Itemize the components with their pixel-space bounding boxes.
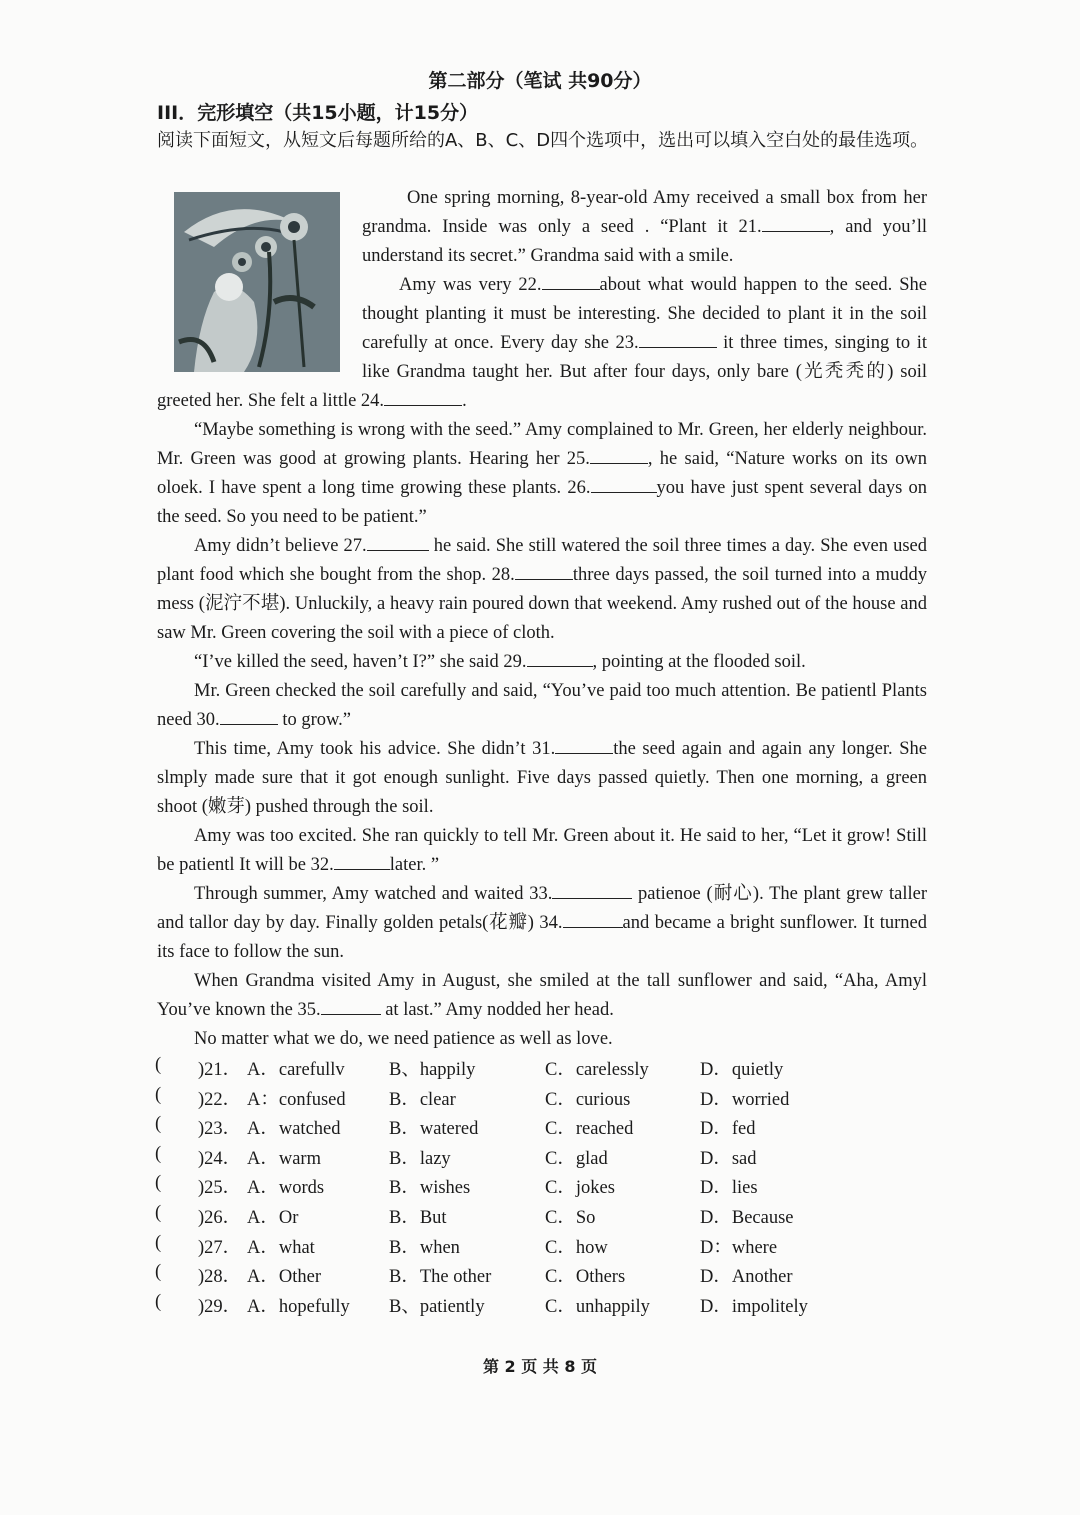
option-b: B．clear	[389, 1089, 456, 1110]
question-row	[155, 1201, 935, 1231]
option-d: D．quietly	[700, 1060, 784, 1080]
option-c: C．carelessly	[545, 1060, 649, 1080]
passage-text: patienoe (耐心). The plant grew taller and tallor day by day. Finally golden petals(花瓣) 34.	[157, 884, 928, 933]
sunflower-illustration	[174, 192, 340, 372]
paragraph-8	[157, 822, 927, 880]
answer-bracket[interactable]: (	[155, 1232, 162, 1253]
answer-options	[155, 1053, 935, 1319]
passage-text: No matter what we do, we need patience as well as love.	[194, 1029, 613, 1049]
paragraph-11	[157, 1025, 927, 1054]
paragraph-9	[157, 880, 927, 967]
option-a: A：confused	[247, 1089, 346, 1110]
answer-bracket[interactable]: (	[155, 1084, 162, 1105]
passage-text: .	[462, 391, 467, 411]
paragraph-6	[157, 677, 927, 735]
question-row	[155, 1053, 935, 1083]
cloze-passage	[157, 184, 927, 1054]
blank-27	[367, 532, 429, 551]
option-d: D．sad	[700, 1148, 757, 1169]
option-a: A．warm	[247, 1148, 321, 1169]
option-c: C．glad	[545, 1148, 608, 1169]
passage-text: Through summer, Amy watched and waited 33.	[194, 884, 553, 904]
question-row	[155, 1231, 935, 1261]
passage-text: the seed again and again any longer. She slmply made sure that it got enough sunlight. Five days passed quietly. Then one morning, a green shoot (嫩芽) pushed through the soil.	[157, 739, 927, 817]
blank-25	[590, 445, 648, 464]
option-b: B．watered	[389, 1119, 479, 1140]
option-c: C．jokes	[545, 1178, 615, 1199]
option-b: B．wishes	[389, 1178, 471, 1199]
question-number: )28．	[198, 1267, 242, 1288]
option-d: D．Because	[700, 1207, 794, 1228]
option-b: B、happily	[389, 1060, 476, 1080]
option-a: A．hopefully	[247, 1296, 350, 1317]
question-number: )23．	[198, 1119, 242, 1140]
question-number: )27．	[198, 1237, 242, 1258]
option-b: B．The other	[389, 1267, 492, 1288]
answer-bracket[interactable]: (	[155, 1055, 162, 1075]
passage-text: Amy was too excited. She ran quickly to tell Mr. Green about it. He said to her, “Let it grow! Still be patientl It will be 32.	[157, 826, 927, 875]
paragraph-5	[157, 648, 927, 677]
option-a: A．what	[247, 1237, 315, 1258]
question-row	[155, 1083, 935, 1113]
blank-29	[527, 648, 593, 667]
option-c: C．So	[545, 1207, 596, 1228]
passage-text: it three times, singing to it like Grandma taught her. But after four days, only bare (光秃秃的) soil greeted her. She felt a little 24.	[157, 333, 927, 411]
paragraph-3	[157, 416, 927, 532]
section-title: III．完形填空（共15小题，计15分）	[157, 102, 479, 124]
option-c: C．how	[545, 1237, 608, 1258]
option-d: D．lies	[700, 1178, 758, 1199]
option-d: D：where	[700, 1237, 778, 1258]
option-b: B．lazy	[389, 1148, 451, 1169]
blank-26	[591, 474, 657, 493]
option-b: B、patiently	[389, 1296, 485, 1317]
illustration-image	[174, 192, 340, 372]
passage-text: at last.” Amy nodded her head.	[380, 1000, 614, 1020]
paragraph-7	[157, 735, 927, 822]
page-footer: 第 2 页 共 8 页	[482, 1357, 598, 1376]
part-title: 第二部分（笔试 共90分）	[428, 70, 652, 92]
question-number: )24．	[198, 1148, 242, 1169]
paragraph-10	[157, 967, 927, 1025]
question-row	[155, 1290, 935, 1320]
option-b: B．when	[389, 1237, 460, 1258]
answer-bracket[interactable]: (	[155, 1202, 162, 1223]
option-a: A．carefullv	[247, 1060, 345, 1080]
option-c: C．reached	[545, 1119, 634, 1140]
answer-bracket[interactable]: (	[155, 1114, 162, 1135]
blank-35	[321, 996, 381, 1015]
passage-text: , and you’ll understand its secret.” Grandma said with a smile.	[362, 217, 927, 266]
question-number: )22．	[198, 1089, 242, 1110]
option-a: A．words	[247, 1178, 325, 1199]
option-b: B．But	[389, 1207, 447, 1228]
option-a: A．Or	[247, 1207, 299, 1228]
option-a: A．Other	[247, 1267, 321, 1288]
option-d: D．Another	[700, 1267, 793, 1288]
blank-28	[515, 561, 573, 580]
blank-22	[542, 271, 600, 290]
question-number: )29．	[198, 1296, 242, 1317]
option-c: C．curious	[545, 1089, 631, 1110]
answer-bracket[interactable]: (	[155, 1291, 162, 1312]
option-c: C．Others	[545, 1267, 626, 1288]
question-number: )25．	[198, 1178, 242, 1199]
passage-text: “Maybe something is wrong with the seed.” Amy complained to Mr. Green, her elderly neighbour. Mr. Green was good at growing plants. Hearing her 25.	[157, 420, 927, 469]
passage-text: , pointing at the flooded soil.	[592, 652, 806, 672]
passage-text: you have just spent several days on the seed. So you need to be patient.”	[157, 478, 927, 527]
passage-text: later. ”	[389, 855, 440, 875]
blank-31	[555, 735, 613, 754]
question-row	[155, 1171, 935, 1201]
answer-bracket[interactable]: (	[155, 1143, 162, 1164]
question-number: )26．	[198, 1207, 242, 1228]
option-d: D．fed	[700, 1119, 756, 1140]
option-c: C．unhappily	[545, 1296, 650, 1317]
passage-text: This time, Amy took his advice. She didn’t 31.	[194, 739, 556, 759]
answer-bracket[interactable]: (	[155, 1173, 162, 1194]
passage-text: , he said, “Nature works on its own oloek. I have spent a long time growing these plants. 26.	[157, 449, 927, 498]
passage-text: One spring morning, 8-year-old Amy received a small box from her grandma. Inside was only a seed . “Plant it 21.	[362, 188, 927, 237]
question-row	[155, 1142, 935, 1172]
blank-32	[334, 851, 390, 870]
passage-text: three days passed, the soil turned into a muddy mess (泥泞不堪). Unluckily, a heavy rain poured down that weekend. Amy rushed out of the house and saw Mr. Green covering the soil with a piece of cloth.	[157, 565, 927, 643]
blank-24	[384, 387, 462, 406]
passage-text: Amy was very 22.	[399, 275, 542, 295]
option-a: A．watched	[247, 1119, 341, 1140]
passage-text: Amy didn’t believe 27.	[194, 536, 367, 556]
passage-text: Mr. Green checked the soil carefully and said, “You’ve paid too much attention. Be patientl Plants need 30.	[157, 681, 927, 730]
option-d: D．impolitely	[700, 1296, 808, 1317]
blank-34	[563, 909, 623, 928]
passage-text: about what would happen to the seed. She thought planting it must be interesting. She decided to plant it in the soil carefully at once. Every day she 23.	[362, 275, 927, 353]
answer-bracket[interactable]: (	[155, 1262, 162, 1283]
option-d: D．worried	[700, 1089, 790, 1110]
passage-text: he said. She still watered the soil three times a day. She even used plant food which she bought from the shop. 28.	[157, 536, 927, 585]
blank-33	[552, 880, 632, 899]
question-row	[155, 1260, 935, 1290]
question-row	[155, 1112, 935, 1142]
passage-text: to grow.”	[277, 710, 351, 730]
passage-text: “I’ve killed the seed, haven’t I?” she said 29.	[194, 652, 527, 672]
passage-text: and became a bright sunflower. It turned its face to follow the sun.	[157, 913, 927, 962]
paragraph-4	[157, 532, 927, 648]
blank-21	[762, 213, 830, 232]
question-number: )21．	[198, 1060, 242, 1080]
instructions: 阅读下面短文，从短文后每题所给的A、B、C、D四个选项中，选出可以填入空白处的最佳选项。	[157, 130, 929, 151]
blank-23	[639, 329, 717, 348]
passage-text: When Grandma visited Amy in August, she smiled at the tall sunflower and said, “Aha, Amyl You’ve known the 35.	[157, 971, 927, 1020]
blank-30	[220, 706, 278, 725]
